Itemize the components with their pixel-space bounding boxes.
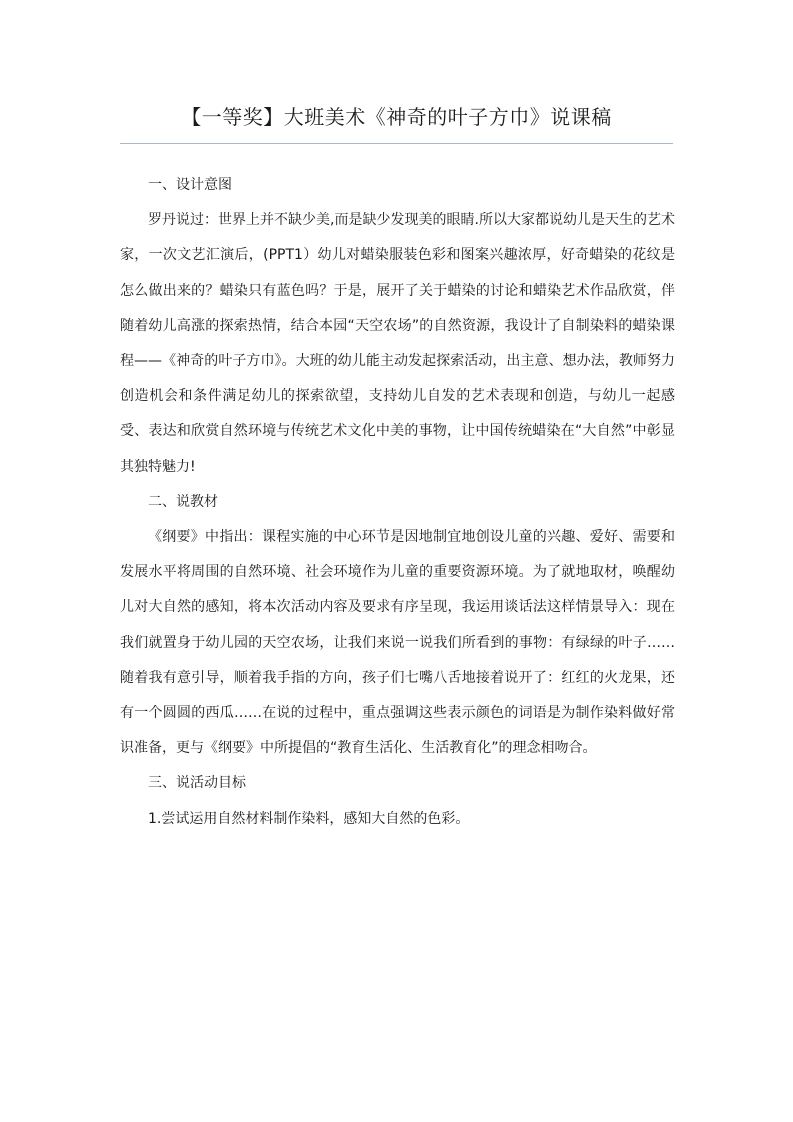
goal-item-1: 1.尝试运用自然材料制作染料，感知大自然的色彩。 [148, 810, 470, 827]
title-divider [120, 143, 673, 144]
paragraph-teaching-material: 《纲要》中指出：课程实施的中心环节是因地制宜地创设儿童的兴趣、爱好、需要和发展水平将周围的自然环境、社会环境作为儿童的重要资源环境。为了就地取材，唤醒幼儿对大自然的感知，将本次活动内容及要求有序呈现，我运用谈话法这样情景导入：现在我们就置身于幼儿园的天空农场，让我们来说一说我们所看到的事物：有绿绿的叶子……随着我有意引导，顺着我手指的方向，孩子们七嘴八舌地接着说开了：红红的火龙果，还有一个圆圆的西瓜……在说的过程中，重点强调这些表示颜色的词语是为制作染料做好常识准备，更与《纲要》中所提倡的“教育生活化、生活教育化”的理念相吻合。 [120, 529, 675, 757]
section-heading-design-intent: 一、设计意图 [148, 177, 232, 193]
section-heading-activity-goals: 三、说活动目标 [148, 775, 246, 792]
paragraph-design-intent: 罗丹说过：世界上并不缺少美,而是缺少发现美的眼睛.所以大家都说幼儿是天生的艺术家，一次文艺汇演后，(PPT1）幼儿对蜡染服装色彩和图案兴趣浓厚，好奇蜡染的花纹是怎么做出来的？蜡染只有蓝色吗？于是，展开了关于蜡染的讨论和蜡染艺术作品欣赏，伴随着幼儿高涨的探索热情，结合本园“天空农场”的自然资源，我设计了自制染料的蜡染课程——《神奇的叶子方巾》。大班的幼儿能主动发起探索活动，出主意、想办法，教师努力创造机会和条件满足幼儿的探索欲望，支持幼儿自发的艺术表现和创造，与幼儿一起感受、表达和欣赏自然环境与传统艺术文化中美的事物，让中国传统蜡染在“大自然”中彰显其独特魅力! [120, 212, 675, 475]
document-title: 【一等奖】大班美术《神奇的叶子方巾》说课稿 [181, 105, 612, 129]
document-body [120, 168, 675, 837]
section-heading-teaching-material: 二、说教材 [148, 493, 218, 510]
